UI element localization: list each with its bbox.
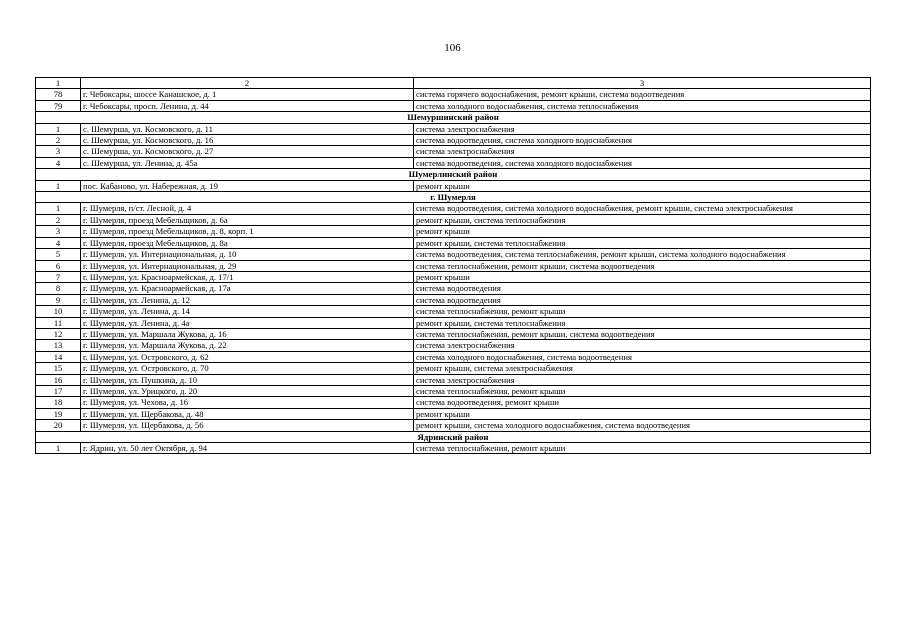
table-row <box>36 385 871 396</box>
address-cell: г. Шумерля, ул. Интернациональная, д. 29 <box>81 260 414 271</box>
work-types-cell: ремонт крыши <box>414 180 871 191</box>
address-cell: г. Шумерля, проезд Мебельщиков, д. 8, корп. 1 <box>81 226 414 237</box>
section-title: Ядринский район <box>36 431 871 442</box>
table-body <box>36 78 871 454</box>
table-row <box>36 203 871 214</box>
table-row <box>36 294 871 305</box>
table-row <box>36 420 871 431</box>
work-types-cell: ремонт крыши, система холодного водоснабжения, система водоотведения <box>414 420 871 431</box>
table-row <box>36 328 871 339</box>
address-cell: г. Шумерля, ул. Чехова, д. 16 <box>81 397 414 408</box>
address-cell: г. Шумерля, ул. Ленина, д. 4а <box>81 317 414 328</box>
work-types-cell: система теплоснабжения, ремонт крыши <box>414 385 871 396</box>
address-cell: г. Шумерля, ул. Интернациональная, д. 10 <box>81 249 414 260</box>
table-header-row <box>36 78 871 89</box>
row-number-cell: 17 <box>36 385 81 396</box>
address-cell: г. Шумерля, проезд Мебельщиков, д. 6а <box>81 214 414 225</box>
address-cell: с. Шемурша, ул. Космовского, д. 27 <box>81 146 414 157</box>
row-number-cell: 1 <box>36 443 81 454</box>
table-row <box>36 306 871 317</box>
address-cell: с. Шемурша, ул. Ленина, д. 45а <box>81 157 414 168</box>
table-row <box>36 123 871 134</box>
address-cell: г. Шумерля, проезд Мебельщиков, д. 8а <box>81 237 414 248</box>
header-cell-work-types: 3 <box>414 78 871 89</box>
repair-table <box>35 77 871 454</box>
header-cell-address: 2 <box>81 78 414 89</box>
row-number-cell: 4 <box>36 237 81 248</box>
address-cell: г. Шумерля, ул. Щербакова, д. 56 <box>81 420 414 431</box>
table-row <box>36 374 871 385</box>
work-types-cell: ремонт крыши, система электроснабжения <box>414 363 871 374</box>
section-row <box>36 431 871 442</box>
work-types-cell: ремонт крыши <box>414 226 871 237</box>
table-row <box>36 363 871 374</box>
work-types-cell: система электроснабжения <box>414 374 871 385</box>
address-cell: г. Шумерля, п/ст. Лесной, д. 4 <box>81 203 414 214</box>
row-number-cell: 1 <box>36 180 81 191</box>
row-number-cell: 18 <box>36 397 81 408</box>
address-cell: г. Шумерля, ул. Ленина, д. 12 <box>81 294 414 305</box>
work-types-cell: система электроснабжения <box>414 340 871 351</box>
work-types-cell: система водоотведения, система теплоснабжения, ремонт крыши, система холодного водоснабжения <box>414 249 871 260</box>
row-number-cell: 9 <box>36 294 81 305</box>
work-types-cell: система водоотведения, система холодного водоснабжения, ремонт крыши, система электроснабжения <box>414 203 871 214</box>
work-types-cell: ремонт крыши <box>414 271 871 282</box>
address-cell: г. Чебоксары, просп. Ленина, д. 44 <box>81 100 414 111</box>
row-number-cell: 16 <box>36 374 81 385</box>
section-row <box>36 169 871 180</box>
table-row <box>36 283 871 294</box>
table-row <box>36 135 871 146</box>
section-title: Шемуршинский район <box>36 112 871 123</box>
row-number-cell: 4 <box>36 157 81 168</box>
table-row <box>36 340 871 351</box>
table-row <box>36 89 871 100</box>
address-cell: с. Шемурша, ул. Космовского, д. 16 <box>81 135 414 146</box>
row-number-cell: 2 <box>36 214 81 225</box>
row-number-cell: 5 <box>36 249 81 260</box>
table-row <box>36 146 871 157</box>
work-types-cell: система водоотведения, система холодного водоснабжения <box>414 135 871 146</box>
row-number-cell: 12 <box>36 328 81 339</box>
row-number-cell: 10 <box>36 306 81 317</box>
work-types-cell: система теплоснабжения, ремонт крыши, система водоотведения <box>414 328 871 339</box>
row-number-cell: 2 <box>36 135 81 146</box>
table-row <box>36 157 871 168</box>
row-number-cell: 20 <box>36 420 81 431</box>
table-row <box>36 351 871 362</box>
address-cell: г. Ядрин, ул. 50 лет Октября, д. 94 <box>81 443 414 454</box>
section-row <box>36 112 871 123</box>
address-cell: г. Шумерля, ул. Красноармейская, д. 17/1 <box>81 271 414 282</box>
table-row <box>36 317 871 328</box>
work-types-cell: система теплоснабжения, ремонт крыши <box>414 443 871 454</box>
work-types-cell: система водоотведения, ремонт крыши <box>414 397 871 408</box>
address-cell: г. Шумерля, ул. Маршала Жукова, д. 22 <box>81 340 414 351</box>
table-row <box>36 214 871 225</box>
work-types-cell: система теплоснабжения, ремонт крыши, система водоотведения <box>414 260 871 271</box>
table-row <box>36 260 871 271</box>
work-types-cell: система горячего водоснабжения, ремонт крыши, система водоотведения <box>414 89 871 100</box>
row-number-cell: 8 <box>36 283 81 294</box>
address-cell: г. Шумерля, ул. Щербакова, д. 48 <box>81 408 414 419</box>
section-row <box>36 192 871 203</box>
row-number-cell: 1 <box>36 123 81 134</box>
address-cell: г. Чебоксары, шоссе Канашское, д. 1 <box>81 89 414 100</box>
table-row <box>36 100 871 111</box>
table-row <box>36 249 871 260</box>
row-number-cell: 6 <box>36 260 81 271</box>
row-number-cell: 15 <box>36 363 81 374</box>
row-number-cell: 3 <box>36 146 81 157</box>
address-cell: г. Шумерля, ул. Маршала Жукова, д. 16 <box>81 328 414 339</box>
address-cell: г. Шумерля, ул. Ленина, д. 14 <box>81 306 414 317</box>
work-types-cell: система водоотведения, система холодного водоснабжения <box>414 157 871 168</box>
address-cell: г. Шумерля, ул. Островского, д. 70 <box>81 363 414 374</box>
section-title: Шумерлинский район <box>36 169 871 180</box>
work-types-cell: система электроснабжения <box>414 146 871 157</box>
work-types-cell: система теплоснабжения, ремонт крыши <box>414 306 871 317</box>
header-cell-number: 1 <box>36 78 81 89</box>
work-types-cell: ремонт крыши, система теплоснабжения <box>414 237 871 248</box>
table-row <box>36 271 871 282</box>
table-row <box>36 408 871 419</box>
work-types-cell: ремонт крыши, система теплоснабжения <box>414 214 871 225</box>
address-cell: г. Шумерля, ул. Островского, д. 62 <box>81 351 414 362</box>
work-types-cell: система холодного водоснабжения, система водоотведения <box>414 351 871 362</box>
table-row <box>36 443 871 454</box>
table-row <box>36 180 871 191</box>
table-row <box>36 397 871 408</box>
table-row <box>36 237 871 248</box>
row-number-cell: 79 <box>36 100 81 111</box>
work-types-cell: ремонт крыши, система теплоснабжения <box>414 317 871 328</box>
row-number-cell: 78 <box>36 89 81 100</box>
row-number-cell: 3 <box>36 226 81 237</box>
row-number-cell: 19 <box>36 408 81 419</box>
row-number-cell: 11 <box>36 317 81 328</box>
row-number-cell: 13 <box>36 340 81 351</box>
work-types-cell: система электроснабжения <box>414 123 871 134</box>
work-types-cell: система холодного водоснабжения, система теплоснабжения <box>414 100 871 111</box>
work-types-cell: система водоотведения <box>414 294 871 305</box>
row-number-cell: 7 <box>36 271 81 282</box>
address-cell: г. Шумерля, ул. Красноармейская, д. 17а <box>81 283 414 294</box>
address-cell: пос. Кабаново, ул. Набережная, д. 19 <box>81 180 414 191</box>
row-number-cell: 14 <box>36 351 81 362</box>
address-cell: г. Шумерля, ул. Урицкого, д. 20 <box>81 385 414 396</box>
section-title: г. Шумерля <box>36 192 871 203</box>
address-cell: г. Шумерля, ул. Пушкина, д. 10 <box>81 374 414 385</box>
work-types-cell: ремонт крыши <box>414 408 871 419</box>
page-number: 106 <box>444 42 461 54</box>
table-row <box>36 226 871 237</box>
work-types-cell: система водоотведения <box>414 283 871 294</box>
row-number-cell: 1 <box>36 203 81 214</box>
address-cell: с. Шемурша, ул. Космовского, д. 11 <box>81 123 414 134</box>
